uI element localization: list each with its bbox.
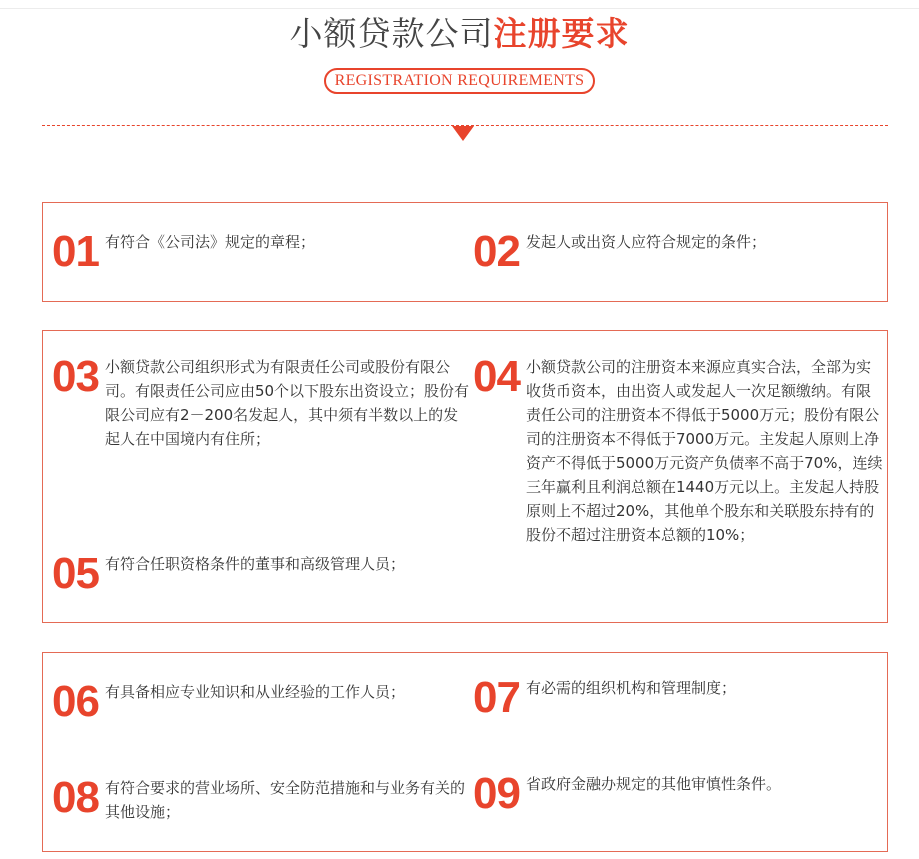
requirement-item-04 xyxy=(473,352,885,547)
item-text: 小额贷款公司的注册资本来源应真实合法，全部为实收货币资本，由出资人或发起人一次足额缴纳。有限责任公司的注册资本不得低于5000万元；股份有限公司的注册资本不得低于7000万元。主发起人原则上净资产不得低于5000万元资产负债率不高于70%，连续三年赢利且利润总额在1440万元以上。主发起人持股原则上不超过20%，其他单个股东和关联股东持有的股份不超过注册资本总额的10%； xyxy=(525,358,883,544)
item-number: 03 xyxy=(52,352,99,401)
title-accent-part: 注册要求 xyxy=(493,14,630,53)
item-number: 07 xyxy=(473,673,520,722)
item-number: 04 xyxy=(473,352,520,401)
item-text: 发起人或出资人应符合规定的条件； xyxy=(525,233,766,251)
requirement-item-01 xyxy=(52,227,452,276)
title-normal-part: 小额贷款公司 xyxy=(289,14,494,53)
requirement-item-08 xyxy=(52,773,470,824)
item-number: 02 xyxy=(473,227,520,276)
requirement-item-02 xyxy=(473,227,873,276)
item-text: 有符合《公司法》规定的章程； xyxy=(104,233,315,251)
item-number: 06 xyxy=(52,677,99,726)
subtitle-wrapper xyxy=(0,68,919,94)
item-text: 有符合要求的营业场所、安全防范措施和与业务有关的其他设施； xyxy=(104,779,465,821)
item-text: 小额贷款公司组织形式为有限责任公司或股份有限公司。有限责任公司应由50个以下股东出资设立；股份有限公司应有2－200名发起人，其中须有半数以上的发起人在中国境内有住所； xyxy=(104,358,470,448)
requirement-item-09 xyxy=(473,769,885,818)
top-border-line xyxy=(0,8,919,9)
subtitle-badge: REGISTRATION REQUIREMENTS xyxy=(324,68,596,94)
requirement-item-03 xyxy=(52,352,470,451)
item-text: 有具备相应专业知识和从业经验的工作人员； xyxy=(104,683,405,701)
requirement-item-06 xyxy=(52,677,470,726)
item-text: 有符合任职资格条件的董事和高级管理人员； xyxy=(104,555,405,573)
item-text: 省政府金融办规定的其他审慎性条件。 xyxy=(525,775,781,793)
item-number: 05 xyxy=(52,549,99,598)
requirement-item-05 xyxy=(52,549,470,598)
item-text: 有必需的组织机构和管理制度； xyxy=(525,679,736,697)
page-title xyxy=(0,10,919,58)
item-number: 09 xyxy=(473,769,520,818)
item-number: 01 xyxy=(52,227,99,276)
item-number: 08 xyxy=(52,773,99,822)
down-arrow-icon xyxy=(452,126,474,141)
requirement-item-07 xyxy=(473,673,885,722)
